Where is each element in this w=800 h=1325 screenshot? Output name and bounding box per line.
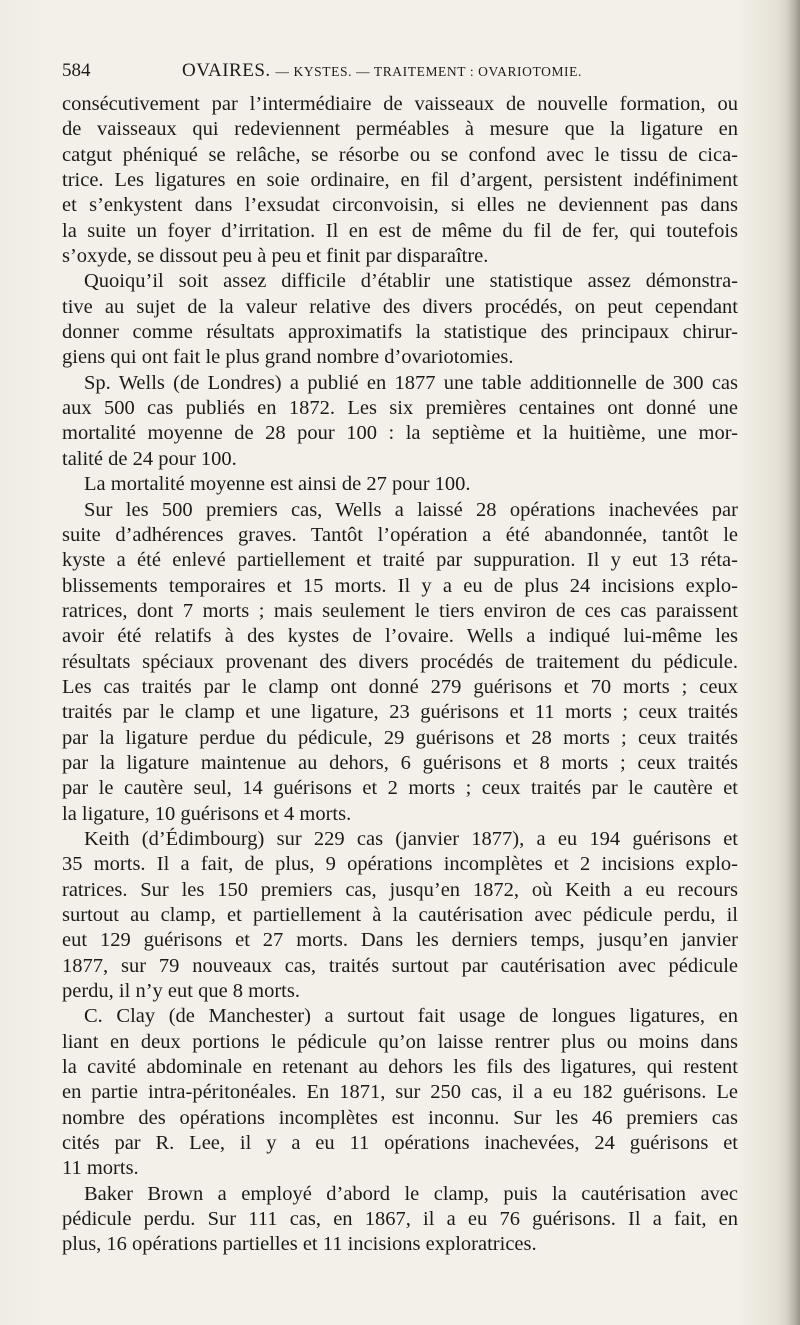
text-line: aux 500 cas publiés en 1872. Les six premières centaines ont donné une (62, 397, 738, 420)
text-line: par le cautère seul, 14 guérisons et 2 morts ; ceux traités par le cautère et (62, 777, 738, 800)
text-line: par la ligature perdue du pédicule, 29 guérisons et 28 morts ; ceux traités (62, 726, 738, 749)
text-line: perdu, il n’y eut que 8 morts. (62, 980, 300, 1003)
text-line: consécutivement par l’intermédiaire de vaisseaux de nouvelle formation, ou (62, 93, 738, 115)
text-line: de vaisseaux qui redeviennent perméables à mesure que la ligature en (62, 118, 738, 141)
text-line: mortalité moyenne de 28 pour 100 : la septième et la huitième, une mor- (62, 422, 738, 445)
text-line: Quoiqu’il soit assez difficile d’établir une statistique assez démonstra- (84, 270, 738, 293)
text-line: la suite un foyer d’irritation. Il en est de même du fil de fer, qui toutefois (62, 219, 738, 242)
text-line: giens qui ont fait le plus grand nombre d’ovariotomies. (62, 346, 514, 369)
text-line: en partie intra-péritonéales. En 1871, sur 250 cas, il a eu 182 guérisons. Le (62, 1081, 738, 1104)
running-title-sub: — KYSTES. — TRAITEMENT : OVARIOTOMIE. (275, 64, 582, 79)
text-line: C. Clay (de Manchester) a surtout fait usage de longues ligatures, en (84, 1005, 738, 1028)
running-header (62, 58, 738, 88)
page-number: 584 (62, 60, 91, 81)
page-edge-shadow (786, 0, 800, 1325)
text-line: Sp. Wells (de Londres) a publié en 1877 une table additionnelle de 300 cas (84, 371, 738, 394)
text-line: Sur les 500 premiers cas, Wells a laissé 28 opérations inachevées par (84, 498, 738, 521)
text-line: pédicule perdu. Sur 111 cas, en 1867, il a eu 76 guérisons. Il a fait, en (62, 1208, 738, 1231)
text-line: 35 morts. Il a fait, de plus, 9 opérations incomplètes et 2 incisions explo- (62, 853, 738, 876)
body-text (62, 92, 738, 1258)
text-line: et s’enkystent dans l’exsudat circonvoisin, si elles ne deviennent pas dans (62, 194, 738, 217)
text-line: trice. Les ligatures en soie ordinaire, en fil d’argent, persistent indéfiniment (62, 169, 738, 192)
text-line: kyste a été enlevé partiellement et traité par suppuration. Il y eut 13 réta- (62, 549, 738, 572)
text-line: cités par R. Lee, il y a eu 11 opérations inachevées, 24 guérisons et (62, 1132, 738, 1155)
text-line: la cavité abdominale en retenant au dehors les fils des ligatures, qui restent (62, 1056, 738, 1079)
text-line: Baker Brown a employé d’abord le clamp, puis la cautérisation avec (84, 1182, 738, 1205)
text-line: catgut phéniqué se relâche, se résorbe ou se confond avec le tissu de cica- (62, 143, 738, 166)
text-line: donner comme résultats approximatifs la statistique des principaux chirur- (62, 321, 738, 344)
text-line: s’oxyde, se dissout peu à peu et finit par disparaître. (62, 245, 489, 268)
text-line: liant en deux portions le pédicule qu’on laisse rentrer plus ou moins dans (62, 1030, 738, 1053)
text-line: Keith (d’Édimbourg) sur 229 cas (janvier 1877), a eu 194 guérisons et (84, 827, 738, 850)
text-line: 11 morts. (62, 1157, 139, 1180)
text-line: avoir été relatifs à des kystes de l’ovaire. Wells a indiqué lui-même les (62, 625, 738, 648)
text-line: nombre des opérations incomplètes est inconnu. Sur les 46 premiers cas (62, 1106, 738, 1129)
text-line: 1877, sur 79 nouveaux cas, traités surtout par cautérisation avec pédicule (62, 954, 738, 977)
text-line: plus, 16 opérations partielles et 11 incisions exploratrices. (62, 1233, 537, 1256)
text-line: ratrices, dont 7 morts ; mais seulement le tiers environ de ces cas paraissent (62, 599, 738, 622)
running-title (182, 60, 582, 82)
text-line: Les cas traités par le clamp ont donné 279 guérisons et 70 morts ; ceux (62, 675, 738, 698)
text-line: talité de 24 pour 100. (62, 447, 237, 470)
text-line: eut 129 guérisons et 27 morts. Dans les derniers temps, jusqu’en janvier (62, 929, 738, 952)
text-line: La mortalité moyenne est ainsi de 27 pour 100. (84, 473, 471, 496)
text-line: par la ligature maintenue au dehors, 6 guérisons et 8 morts ; ceux traités (62, 751, 738, 774)
running-title-main: OVAIRES. (182, 60, 271, 81)
text-line: résultats spéciaux provenant des divers procédés de traitement du pédicule. (62, 650, 738, 673)
text-line: suite d’adhérences graves. Tantôt l’opération a été abandonnée, tantôt le (62, 523, 738, 546)
text-line: la ligature, 10 guérisons et 4 morts. (62, 802, 352, 825)
text-line: tive au sujet de la valeur relative des divers procédés, on peut cependant (62, 295, 738, 318)
text-line: ratrices. Sur les 150 premiers cas, jusqu’en 1872, où Keith a eu recours (62, 878, 738, 901)
text-line: blissements temporaires et 15 morts. Il y a eu de plus 24 incisions explo- (62, 574, 738, 597)
text-line: surtout au clamp, et partiellement à la cautérisation avec pédicule perdu, il (62, 904, 738, 926)
text-line: traités par le clamp et une ligature, 23 guérisons et 11 morts ; ceux traités (62, 701, 738, 724)
